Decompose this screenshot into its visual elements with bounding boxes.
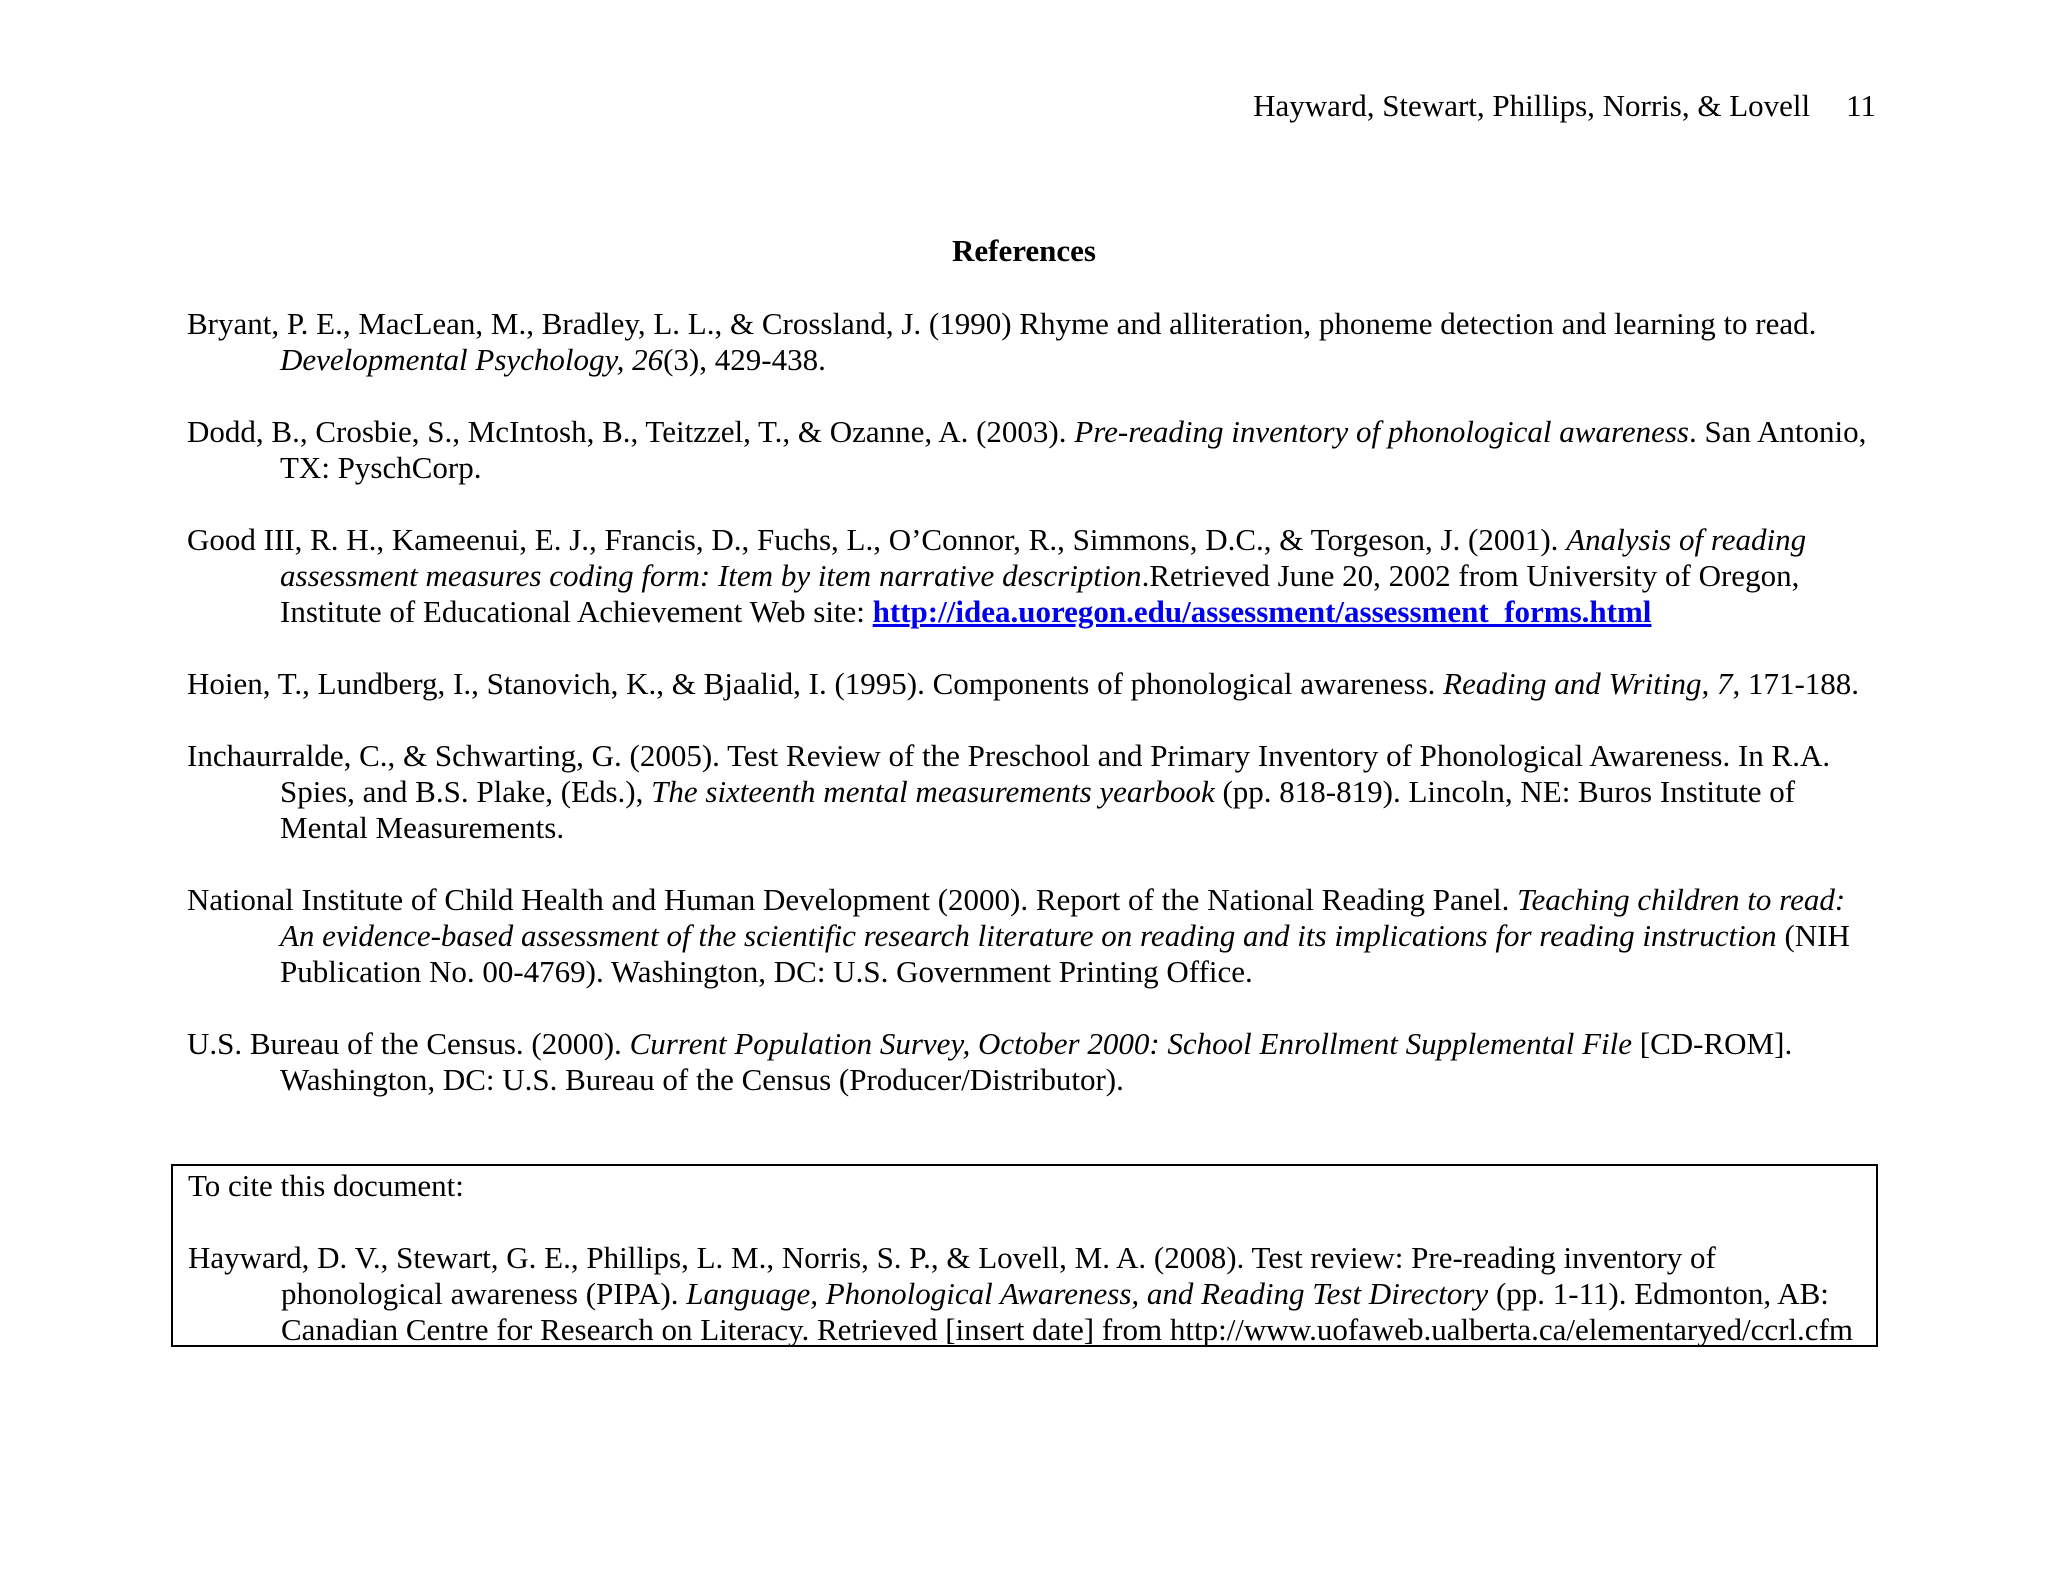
reference-text: U.S. Bureau of the Census. (2000). bbox=[187, 1026, 622, 1061]
running-head bbox=[1253, 88, 1876, 124]
reference-tail: . San Antonio, TX: PyschCorp. bbox=[280, 414, 1867, 485]
reference-text: Good III, R. H., Kameenui, E. J., Francis, D., Fuchs, L., O’Connor, R., Simmons, D.C., & Torgeson, J. (2001). bbox=[187, 522, 1559, 557]
citation-text bbox=[188, 1240, 1868, 1348]
citation-box bbox=[171, 1164, 1878, 1347]
reference-dodd bbox=[187, 414, 1877, 486]
reference-text: Bryant, P. E., MacLean, M., Bradley, L. L., & Crossland, J. (1990) Rhyme and alliteration, phoneme detection and learning to read. bbox=[187, 306, 1817, 341]
reference-tail: , 171-188. bbox=[1732, 666, 1860, 701]
citation-label: To cite this document: bbox=[188, 1168, 464, 1203]
reference-source: Reading and Writing, 7 bbox=[1443, 666, 1733, 701]
reference-text: Dodd, B., Crosbie, S., McIntosh, B., Teitzzel, T., & Ozanne, A. (2003). bbox=[187, 414, 1067, 449]
reference-source: Current Population Survey, October 2000: School Enrollment Supplemental File bbox=[629, 1026, 1633, 1061]
reference-source: Teaching children to read: An evidence-based assessment of the scientific research literature on reading and its implications for reading instruction bbox=[280, 882, 1846, 953]
reference-text: Hoien, T., Lundberg, I., Stanovich, K., & Bjaalid, I. (1995). Components of phonological awareness. bbox=[187, 666, 1436, 701]
reference-inchaurralde bbox=[187, 738, 1877, 846]
page-number: 11 bbox=[1846, 88, 1876, 123]
reference-nichd bbox=[187, 882, 1877, 990]
reference-tail: (NIH Publication No. 00-4769). Washington, DC: U.S. Government Printing Office. bbox=[280, 918, 1850, 989]
reference-tail: (pp. 818-819). Lincoln, NE: Buros Institute of Mental Measurements. bbox=[280, 774, 1796, 845]
reference-source: The sixteenth mental measurements yearbook bbox=[651, 774, 1215, 809]
reference-source: Analysis of reading assessment measures coding form: Item by item narrative description bbox=[280, 522, 1807, 593]
reference-bryant bbox=[187, 306, 1877, 378]
reference-tail: [CD-ROM]. Washington, DC: U.S. Bureau of the Census (Producer/Distributor). bbox=[280, 1026, 1793, 1097]
references-list bbox=[187, 306, 1877, 1134]
reference-hoien bbox=[187, 666, 1877, 702]
citation-tail: (pp. 1-11). Edmonton, AB: Canadian Centre for Research on Literacy. Retrieved [insert date] from http://www.uofaweb.ualberta.ca/elementaryed/ccrl.cfm bbox=[281, 1276, 1853, 1347]
running-head-authors: Hayward, Stewart, Phillips, Norris, & Lovell bbox=[1253, 88, 1811, 123]
reference-link[interactable]: http://idea.uoregon.edu/assessment/assessment_forms.html bbox=[872, 594, 1652, 629]
reference-good bbox=[187, 522, 1877, 630]
references-heading: References bbox=[951, 233, 1096, 268]
reference-source: Pre-reading inventory of phonological awareness bbox=[1074, 414, 1689, 449]
citation-source: Language, Phonological Awareness, and Reading Test Directory bbox=[686, 1276, 1489, 1311]
citation-body: Hayward, D. V., Stewart, G. E., Phillips, L. M., Norris, S. P., & Lovell, M. A. (2008). Test review: Pre-reading inventory of phonological awareness (PIPA). bbox=[188, 1240, 1716, 1311]
reference-source: Developmental Psychology, 26 bbox=[280, 342, 664, 377]
reference-text: National Institute of Child Health and Human Development (2000). Report of the National Reading Panel. bbox=[187, 882, 1510, 917]
reference-tail: (3), 429-438. bbox=[663, 342, 826, 377]
reference-tail: .Retrieved June 20, 2002 from University of Oregon, Institute of Educational Achievement Web site: bbox=[280, 558, 1800, 629]
reference-text: Inchaurralde, C., & Schwarting, G. (2005). Test Review of the Preschool and Primary Inventory of Phonological Awareness. In R.A. Spies, and B.S. Plake, (Eds.), bbox=[187, 738, 1831, 809]
reference-census bbox=[187, 1026, 1877, 1098]
